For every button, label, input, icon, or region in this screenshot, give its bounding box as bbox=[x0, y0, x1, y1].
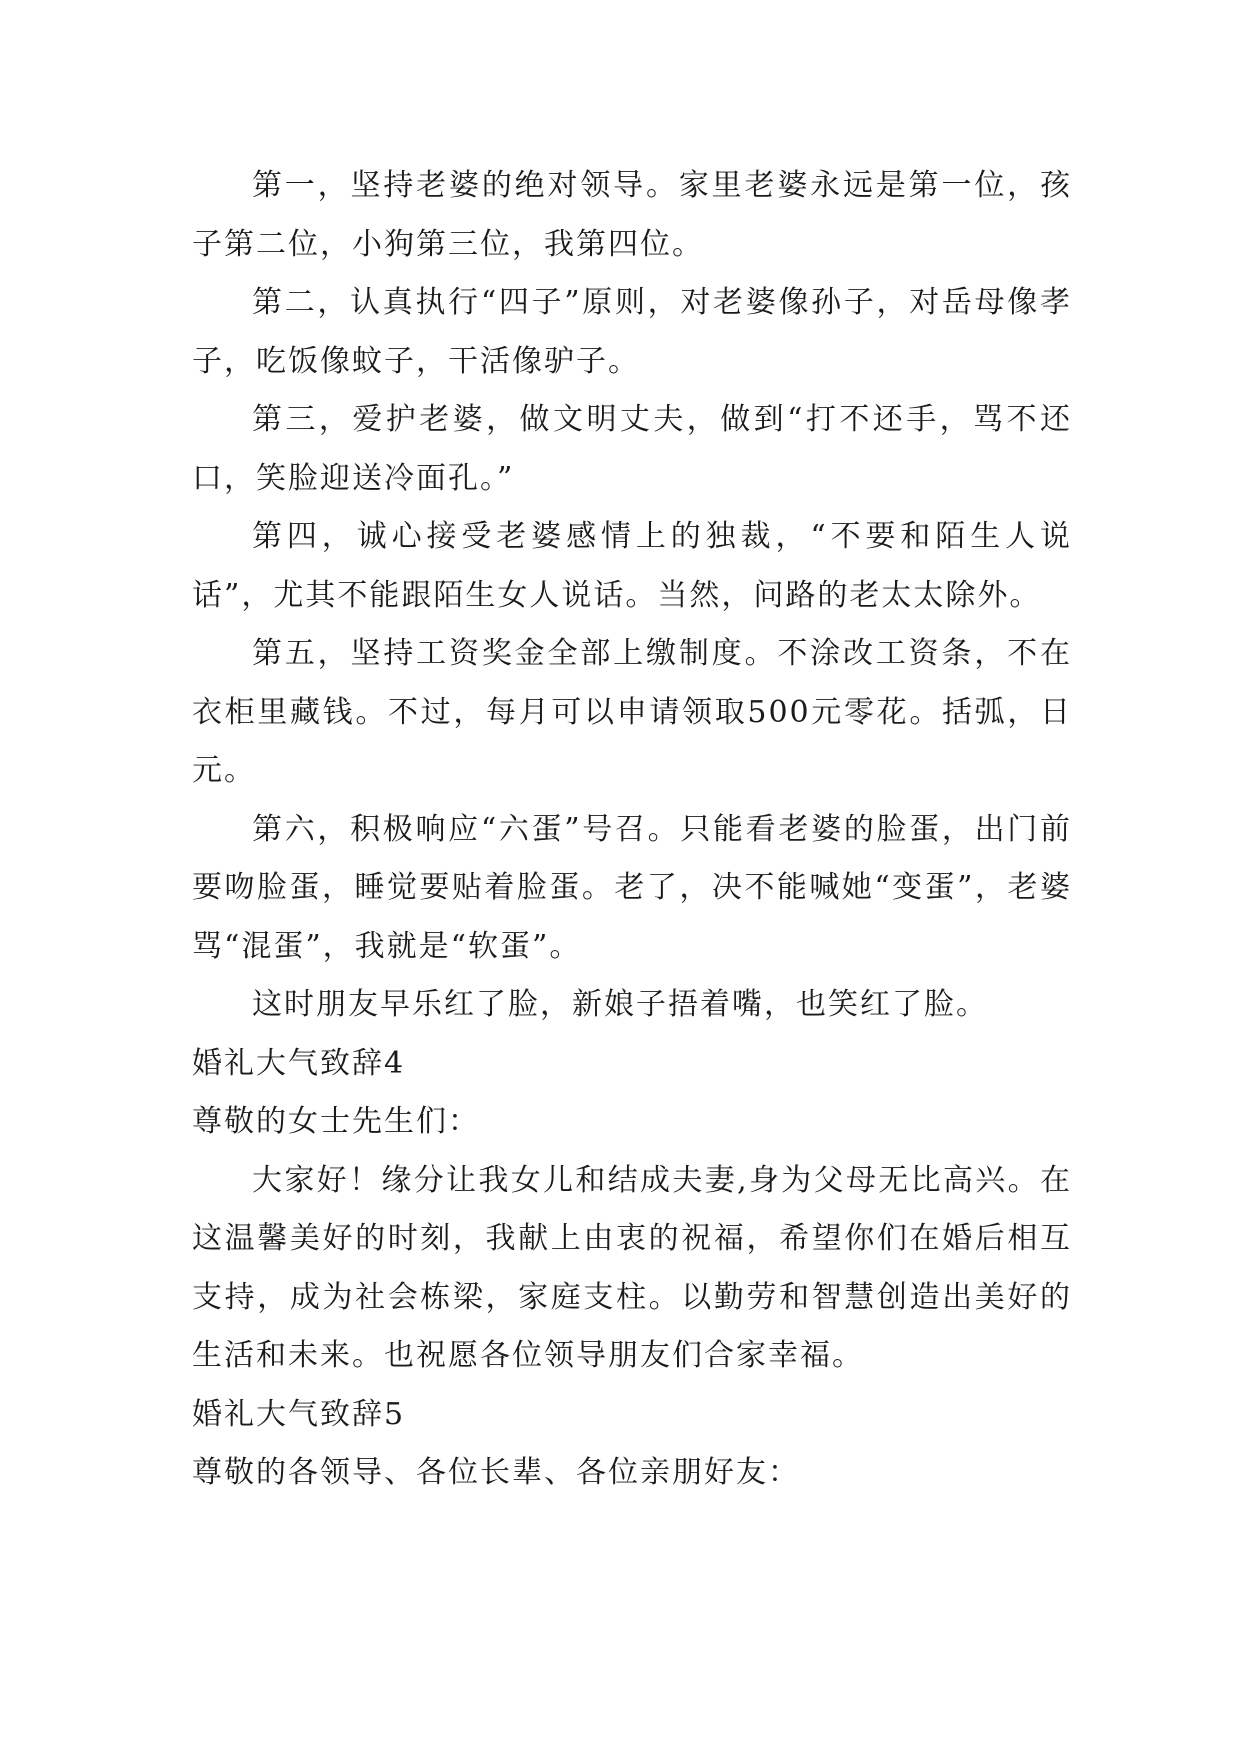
document-page bbox=[192, 157, 1072, 1503]
paragraph-rule-2: 第二，认真执行“四子”原则，对老婆像孙子，对岳母像孝子，吃饭像蚊子，干活像驴子。 bbox=[192, 285, 1072, 379]
salutation-5: 尊敬的各领导、各位长辈、各位亲朋好友： bbox=[192, 1455, 800, 1490]
section-heading-5: 婚礼大气致辞5 bbox=[192, 1396, 406, 1432]
section-heading-4: 婚礼大气致辞4 bbox=[192, 1045, 406, 1081]
paragraph-speech-4: 大家好！缘分让我女儿和结成夫妻,身为父母无比高兴。在这温馨美好的时刻，我献上由衷的祝福，希望你们在婚后相互支持，成为社会栋梁，家庭支柱。以勤劳和智慧创造出美好的生活和未来。也祝愿各位领导朋友们合家幸福。 bbox=[192, 1162, 1072, 1373]
salutation-4: 尊敬的女士先生们： bbox=[192, 1104, 480, 1139]
paragraph-closing: 这时朋友早乐红了脸，新娘子捂着嘴，也笑红了脸。 bbox=[252, 987, 988, 1022]
paragraph-rule-6: 第六，积极响应“六蛋”号召。只能看老婆的脸蛋，出门前要吻脸蛋，睡觉要贴着脸蛋。老了，决不能喊她“变蛋”，老婆骂“混蛋”，我就是“软蛋”。 bbox=[192, 811, 1072, 964]
paragraph-rule-3: 第三，爱护老婆，做文明丈夫，做到“打不还手，骂不还口，笑脸迎送冷面孔。” bbox=[192, 402, 1072, 496]
paragraph-rule-1: 第一，坚持老婆的绝对领导。家里老婆永远是第一位，孩子第二位，小狗第三位，我第四位。 bbox=[192, 168, 1072, 262]
paragraph-rule-5: 第五，坚持工资奖金全部上缴制度。不涂改工资条，不在衣柜里藏钱。不过，每月可以申请领取500元零花。括弧，日元。 bbox=[192, 636, 1072, 788]
paragraph-rule-4: 第四，诚心接受老婆感情上的独裁，“不要和陌生人说话”，尤其不能跟陌生女人说话。当然，问路的老太太除外。 bbox=[192, 519, 1072, 613]
